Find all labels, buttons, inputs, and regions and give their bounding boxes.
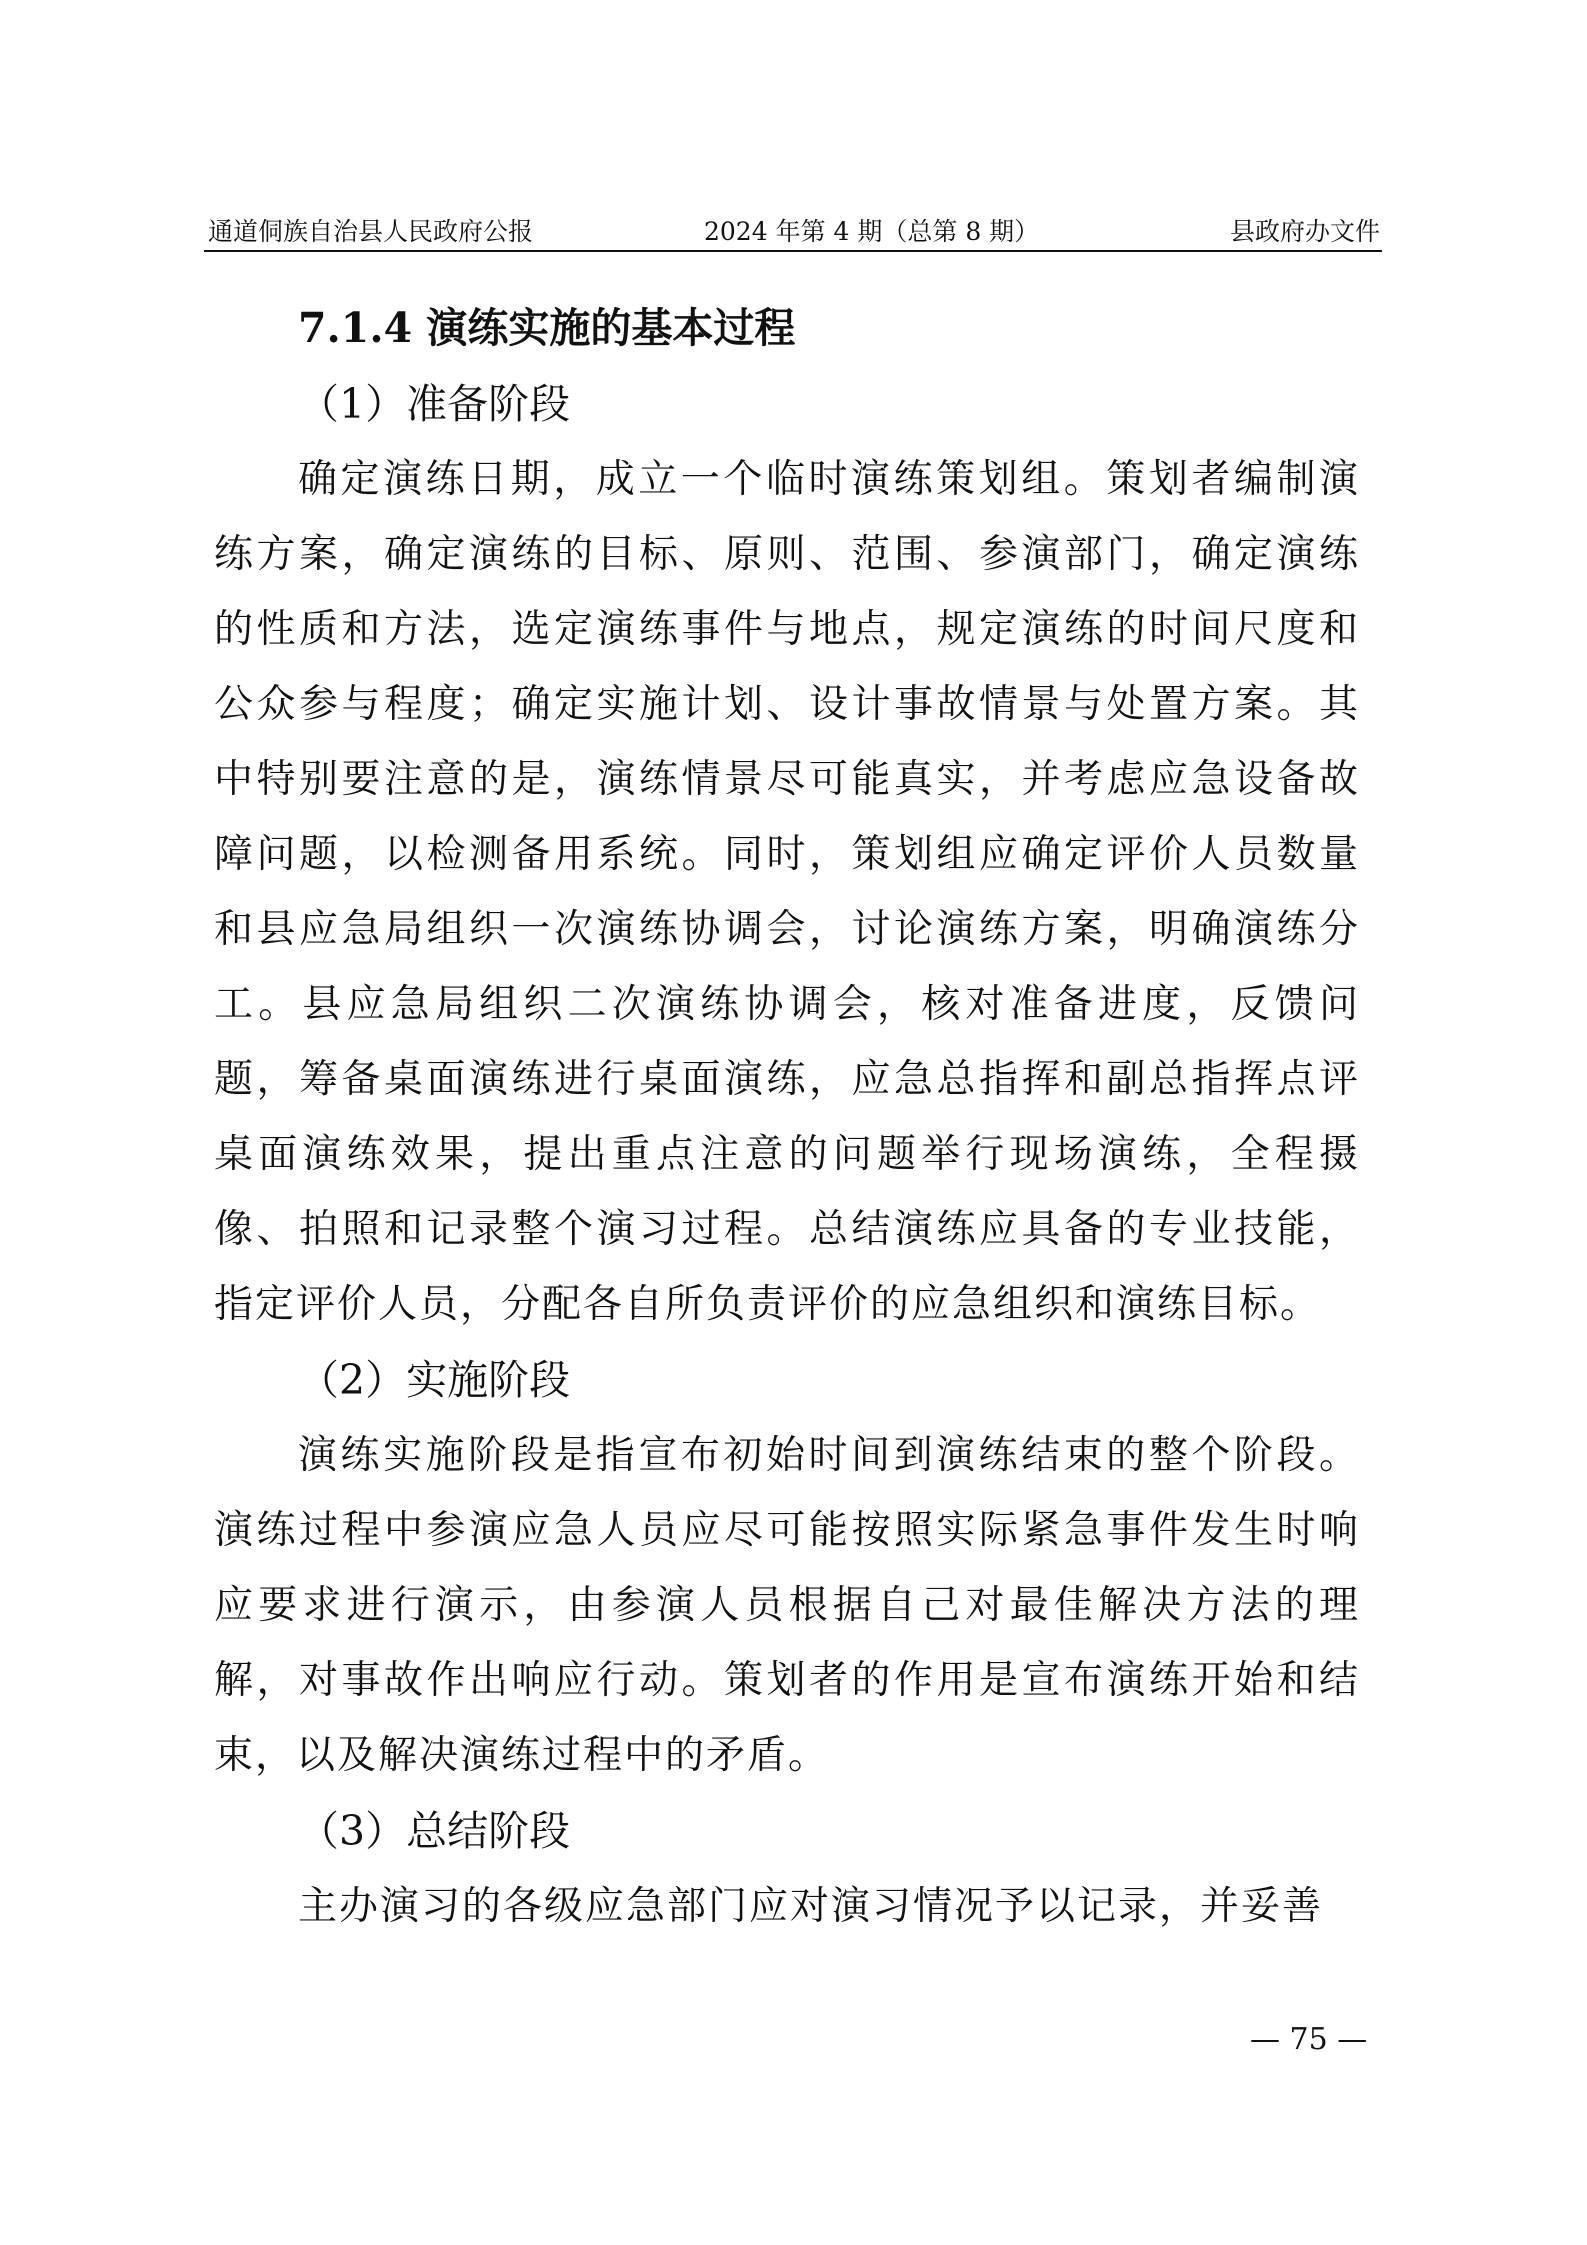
section-title: 7.1.4 演练实施的基本过程 bbox=[298, 304, 796, 352]
stage-paragraph-preparation: 确定演练日期，成立一个临时演练策划组。策划者编制演练方案，确定演练的目标、原则、范围、参演部门，确定演练的性质和方法，选定演练事件与地点，规定演练的时间尺度和公众参与程度；确定实施计划、设计事故情景与处置方案。其中特别要注意的是，演练情景尽可能真实，并考虑应急设备故障问题，以检测备用系统。同时，策划组应确定评价人员数量和县应急局组织一次演练协调会，讨论演练方案，明确演练分工。县应急局组织二次演练协调会，核对准备进度，反馈问题，筹备桌面演练进行桌面演练，应急总指挥和副总指挥点评桌面演练效果，提出重点注意的问题举行现场演练，全程摄像、拍照和记录整个演习过程。总结演练应具备的专业技能，指定评价人员，分配各自所负责评价的应急组织和演练目标。 bbox=[214, 457, 1360, 1327]
header-section-label: 县政府办文件 bbox=[1229, 217, 1380, 246]
stage-heading-implementation: （2）实施阶段 bbox=[298, 1356, 571, 1404]
stage-heading-summary: （3）总结阶段 bbox=[298, 1807, 571, 1855]
stage-paragraph-implementation: 演练实施阶段是指宣布初始时间到演练结束的整个阶段。演练过程中参演应急人员应尽可能按照实际紧急事件发生时响应要求进行演示，由参演人员根据自己对最佳解决方法的理解，对事故作出响应行动。策划者的作用是宣布演练开始和结束，以及解决演练过程中的矛盾。 bbox=[214, 1433, 1360, 1778]
page-number: — 75 — bbox=[1250, 2022, 1368, 2057]
page-body bbox=[214, 290, 1360, 1944]
header-publication-name: 通道侗族自治县人民政府公报 bbox=[208, 217, 534, 246]
header-rule bbox=[204, 250, 1382, 252]
stage-paragraph-summary: 主办演习的各级应急部门应对演习情况予以记录，并妥善 bbox=[298, 1884, 1324, 1929]
header-issue-info: 2024 年第 4 期（总第 8 期） bbox=[704, 217, 1040, 246]
stage-heading-preparation: （1）准备阶段 bbox=[298, 380, 571, 428]
running-header bbox=[208, 210, 1380, 254]
